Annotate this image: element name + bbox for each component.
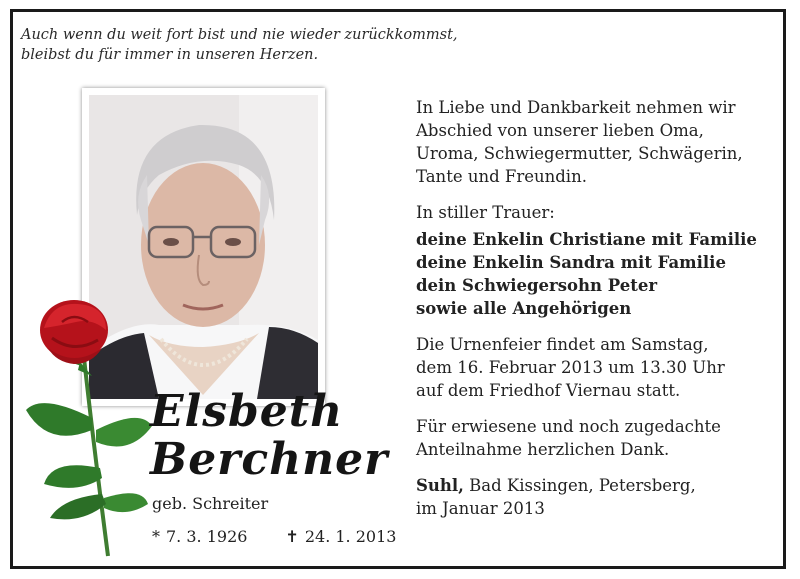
deceased-name: [150, 388, 388, 484]
place-date-paragraph: [416, 474, 776, 520]
intro-paragraph: [416, 96, 776, 188]
last-name: Berchner: [150, 434, 389, 485]
motto-line-1: Auch wenn du weit fort bist und nie wieder zurückkommst,: [21, 27, 458, 43]
first-name: Elsbeth: [150, 386, 344, 437]
mourner-entry: deine Enkelin Christiane mit Familie: [416, 230, 757, 249]
announcement-text: [416, 96, 776, 520]
mourner-entry: deine Enkelin Sandra mit Familie: [416, 253, 726, 272]
birth-symbol: *: [152, 527, 160, 546]
intro-line: Tante und Freundin.: [416, 167, 587, 186]
mourner-entry: dein Schwiegersohn Peter: [416, 276, 658, 295]
place-bold: Suhl,: [416, 476, 464, 495]
ceremony-line: Die Urnenfeier findet am Samstag,: [416, 335, 709, 354]
ceremony-line: auf dem Friedhof Viernau statt.: [416, 381, 681, 400]
life-dates: [152, 527, 402, 546]
thanks-line: Anteilnahme herzlichen Dank.: [416, 440, 670, 459]
ceremony-line: dem 16. Februar 2013 um 13.30 Uhr: [416, 358, 725, 377]
motto-line-2: bleibst du für immer in unseren Herzen.: [21, 47, 319, 63]
mourner-entry: sowie alle Angehörigen: [416, 299, 632, 318]
thanks-paragraph: [416, 415, 776, 461]
thanks-line: Für erwiesene und noch zugedachte: [416, 417, 721, 436]
mourners-list: [416, 228, 776, 320]
mourning-label: In stiller Trauer:: [416, 203, 555, 222]
place-rest: Bad Kissingen, Petersberg,: [463, 476, 696, 495]
rose-illustration: [22, 298, 152, 560]
intro-line: Abschied von unserer lieben Oma,: [416, 121, 704, 140]
date-line: im Januar 2013: [416, 499, 545, 518]
birth-date: 7. 3. 1926: [166, 527, 248, 546]
death-symbol: ✝: [285, 527, 299, 546]
ceremony-paragraph: [416, 333, 776, 402]
intro-line: Uroma, Schwiegermutter, Schwägerin,: [416, 144, 743, 163]
motto: [21, 25, 458, 65]
death-date: 24. 1. 2013: [304, 527, 397, 546]
maiden-name: geb. Schreiter: [152, 494, 269, 513]
intro-line: In Liebe und Dankbarkeit nehmen wir: [416, 98, 736, 117]
